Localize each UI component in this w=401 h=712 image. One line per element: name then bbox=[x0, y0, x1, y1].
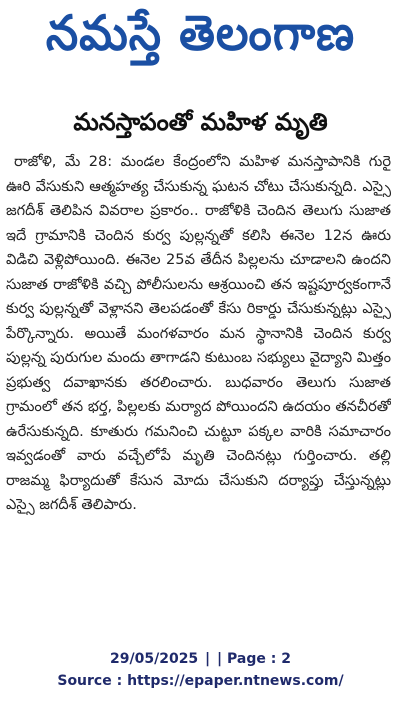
page-footer bbox=[0, 648, 401, 692]
footer-date: 29/05/2025 bbox=[110, 651, 199, 667]
newspaper-masthead bbox=[0, 0, 401, 78]
footer-date-line bbox=[0, 648, 401, 670]
footer-page: | Page : 2 bbox=[217, 651, 291, 667]
footer-separator: | bbox=[205, 651, 211, 667]
article-body bbox=[6, 150, 391, 620]
masthead-title: నమస్తే తెలంగాణ bbox=[45, 4, 356, 62]
article-text: రాజోళి, మే 28: మండల కేంద్రంలోని మహిళ మనస్తాపానికి గురై ఊరి వేసుకుని ఆత్మహత్య చేసుకున్న ఘటన చోటు చేసుకున్నది. ఎస్సై జగదీశ్ తెలిపిన వివరాల ప్రకారం.. రాజోళికి చెందిన తెలుగు సుజాత ఇదే గ్రామానికి చెందిన కుర్వ పుల్లన్నతో కలిసి ఈనెల 12న ఊరు విడిచి వెళ్లిపోయింది. ఈనెల 25వ తేదీన పిల్లలను చూడాలని ఉందని సుజాత రాజోళికి వచ్చి పోలీసులను ఆశ్రయించి తన ఇష్టపూర్వకంగానే కుర్వ పుల్లన్నతో వెళ్లానని తెలపడంతో కేసు రికార్డు చేసుకున్నట్లు ఎస్సై పేర్కొన్నారు. అయితే మంగళవారం మన స్థానానికి చెందిన కుర్వ పుల్లన్న పురుగుల మందు తాగాడని కుటుంబ సభ్యులు వైద్యాని మిత్తం ప్రభుత్వ దవాఖానకు తరలించారు. బుధవారం తెలుగు సుజాత గ్రామంలో తన భర్త, పిల్లలకు మర్యాద పోయిందని ఉదయం తనచీరతో ఉరేసుకున్నది. కూతురు గమనించి చుట్టూ పక్కల వారికి సమాచారం ఇవ్వడంతో వారు వచ్చేలోపే మృతి చెందినట్లు గుర్తించారు. తల్లి రాజమ్మ ఫిర్యాదుతో కేసున మోదు చేసుకుని దర్యాప్తు చేస్తున్నట్లు ఎస్సై జగదీశ్ తెలిపారు. bbox=[6, 153, 391, 513]
article-headline: మనస్తాపంతో మహిళ మృతి bbox=[73, 108, 328, 136]
footer-source[interactable]: Source : https://epaper.ntnews.com/ bbox=[57, 673, 344, 689]
